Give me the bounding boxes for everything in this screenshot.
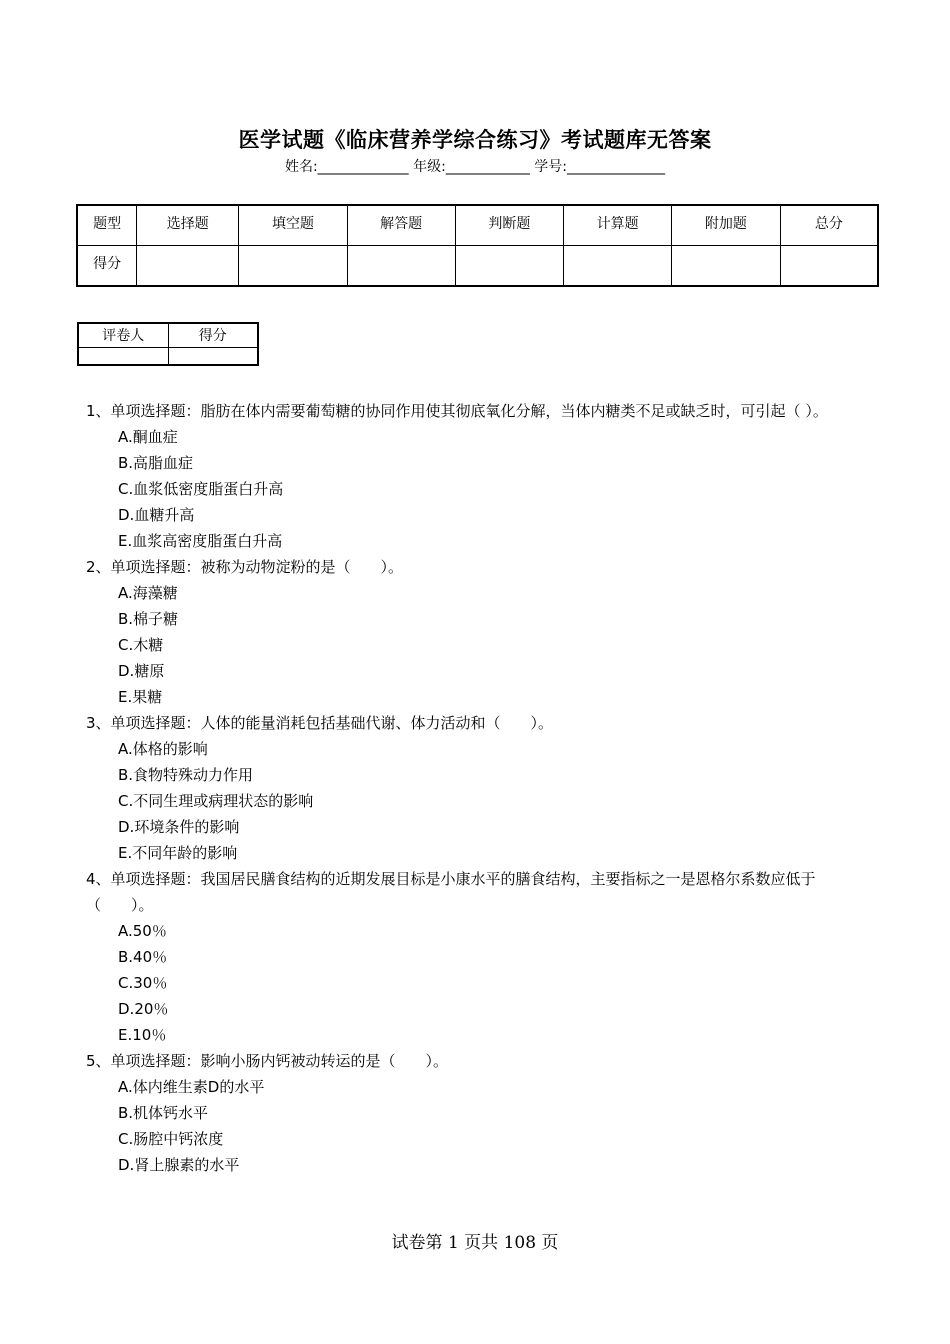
header-cell-extra: 附加题	[671, 205, 780, 246]
option: A.海藻糖	[118, 584, 178, 602]
option: E.血浆高密度脂蛋白升高	[118, 532, 283, 550]
option: B.高脂血症	[118, 454, 194, 472]
option: D.环境条件的影响	[118, 818, 240, 836]
option: D.20％	[118, 1000, 169, 1018]
option: A.酮血症	[118, 428, 178, 446]
grader-score-header-cell: 得分	[168, 323, 258, 347]
question-stem: 2、单项选择题：被称为动物淀粉的是（ ）。	[86, 558, 404, 576]
header-cell-answer: 解答题	[347, 205, 455, 246]
question-3	[86, 710, 871, 866]
question-stem: 1、单项选择题：脂肪在体内需要葡萄糖的协同作用使其彻底氧化分解，当体内糖类不足或缺乏时，可引起（ ）。	[86, 402, 828, 420]
option: C.30％	[118, 974, 168, 992]
option: E.不同年龄的影响	[118, 844, 238, 862]
score-cell	[239, 246, 348, 287]
header-cell-type: 题型	[77, 205, 137, 246]
grader-blank-cell	[168, 347, 258, 365]
grader-blank-row	[78, 347, 258, 365]
question-stem: 3、单项选择题：人体的能量消耗包括基础代谢、体力活动和（ ）。	[86, 714, 554, 732]
score-cell	[564, 246, 672, 287]
question-2	[86, 554, 871, 710]
score-cell	[137, 246, 239, 287]
option: B.食物特殊动力作用	[118, 766, 254, 784]
header-cell-total: 总分	[780, 205, 878, 246]
option: C.木糖	[118, 636, 164, 654]
exam-title: 医学试题《临床营养学综合练习》考试题库无答案	[238, 128, 712, 152]
question-list	[86, 398, 871, 1178]
option: B.棉子糖	[118, 610, 179, 628]
header-cell-judge: 判断题	[455, 205, 564, 246]
grader-header-cell: 评卷人	[78, 323, 168, 347]
option: D.肾上腺素的水平	[118, 1156, 240, 1174]
score-table	[76, 204, 879, 287]
student-info-text: 姓名:_____________ 年级:____________ 学号:______________	[284, 159, 666, 175]
option: C.血浆低密度脂蛋白升高	[118, 480, 284, 498]
grader-blank-cell	[78, 347, 168, 365]
option: E.10％	[118, 1026, 167, 1044]
question-stem: 5、单项选择题：影响小肠内钙被动转运的是（ ）。	[86, 1052, 449, 1070]
option: A.50％	[118, 922, 167, 940]
option: B.机体钙水平	[118, 1104, 209, 1122]
header-cell-calc: 计算题	[564, 205, 672, 246]
score-cell	[455, 246, 564, 287]
option: C.不同生理或病理状态的影响	[118, 792, 314, 810]
option: D.血糖升高	[118, 506, 195, 524]
header-cell-fill: 填空题	[239, 205, 348, 246]
header-cell-choice: 选择题	[137, 205, 239, 246]
page-footer: 试卷第 1 页共 108 页	[391, 1233, 559, 1253]
question-5	[86, 1048, 871, 1178]
question-4	[86, 866, 871, 1048]
option: A.体格的影响	[118, 740, 208, 758]
option: D.糖原	[118, 662, 165, 680]
score-cell	[347, 246, 455, 287]
question-stem: 4、单项选择题：我国居民膳食结构的近期发展目标是小康水平的膳食结构，主要指标之一是恩格尔系数应低于（ ）。	[86, 870, 816, 914]
option: B.40％	[118, 948, 168, 966]
question-1	[86, 398, 871, 554]
option: E.果糖	[118, 688, 163, 706]
score-table-header-row	[77, 205, 878, 246]
grader-header-row	[78, 323, 258, 347]
score-row-label: 得分	[77, 246, 137, 287]
option: C.肠腔中钙浓度	[118, 1130, 224, 1148]
score-cell	[780, 246, 878, 287]
grader-table	[77, 322, 259, 366]
score-cell	[671, 246, 780, 287]
student-info-line	[0, 156, 950, 176]
option: A.体内维生素D的水平	[118, 1078, 265, 1096]
score-table-score-row	[77, 246, 878, 287]
